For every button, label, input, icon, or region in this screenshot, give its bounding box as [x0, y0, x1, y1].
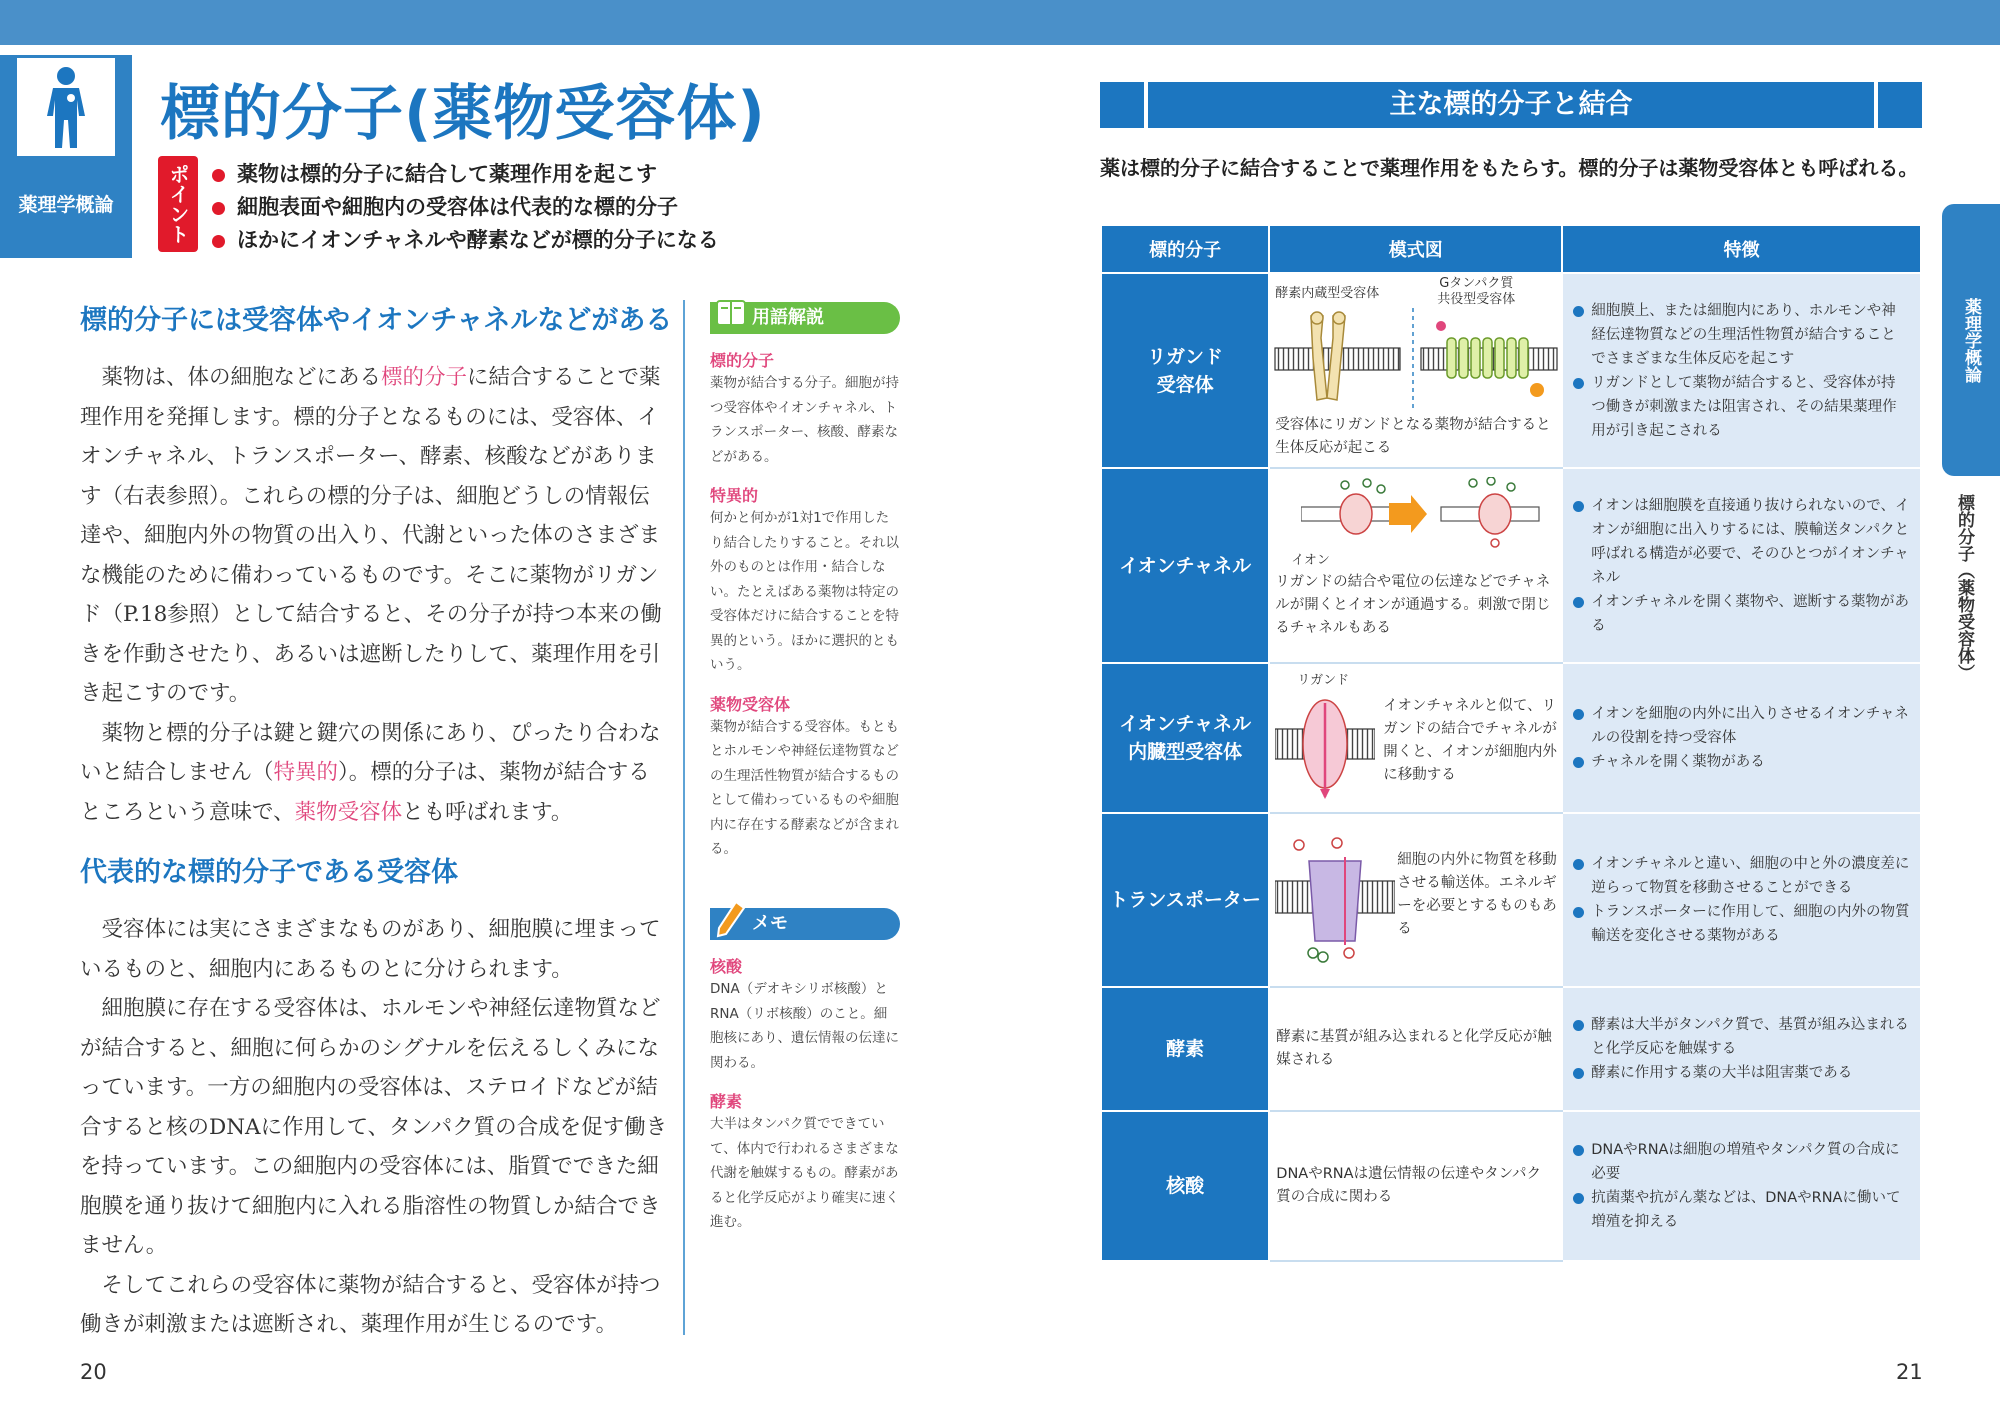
feature-item: 抗菌薬や抗がん薬などは、DNAやRNAに働いて増殖を抑える	[1573, 1186, 1910, 1234]
feature-item: イオンは細胞膜を直接通り抜けられないので、イオンが細胞に出入りするには、膜輸送タンパクと呼ばれる構造が必要で、そのひとつがイオンチャネル	[1573, 494, 1910, 590]
memo-box	[710, 908, 900, 1235]
table-row	[1101, 663, 1921, 813]
feature-cell	[1562, 663, 1921, 813]
table-row	[1101, 1111, 1921, 1261]
row-name: イオンチャネル 内臓型受容体	[1101, 663, 1269, 813]
feature-item: 酵素は大半がタンパク質で、基質が組み込まれると化学反応を触媒する	[1573, 1013, 1910, 1061]
diagram-caption: 酵素に基質が組み込まれると化学反応が触媒される	[1276, 1029, 1552, 1068]
chapter-tab[interactable]: 薬理学概論	[1942, 204, 2000, 476]
article-body-2	[80, 910, 668, 1345]
diagram-label: リガンド	[1297, 673, 1350, 688]
feature-item: イオンを細胞の内外に出入りさせるイオンチャネルの役割を持つ受容体	[1573, 702, 1910, 750]
feature-item: イオンチャネルを開く薬物や、遮断する薬物がある	[1573, 590, 1910, 638]
feature-item: チャネルを開く薬物がある	[1573, 750, 1910, 774]
glossary-header: 用語解説	[710, 302, 900, 334]
page-title: 標的分子(薬物受容体)	[160, 79, 766, 149]
pencil-icon	[716, 900, 746, 938]
section-heading-2: 代表的な標的分子である受容体	[80, 857, 458, 888]
key-point-2: 細胞表面や細胞内の受容体は代表的な標的分子	[212, 191, 719, 224]
title-bar-gap	[1874, 82, 1878, 128]
table-title: 主な標的分子と結合	[1100, 82, 1922, 128]
memo-item-1: 核酸 DNA（デオキシリボ核酸）とRNA（リボ核酸）のこと。細胞核にあり、遺伝情報の伝達に関わる。	[710, 957, 899, 1071]
ion-channel-diagram-icon	[1301, 477, 1541, 553]
transporter-diagram-icon	[1275, 837, 1395, 967]
diagram-label: Gタンパク質 共役型受容体	[1437, 275, 1516, 307]
diagram-cell	[1269, 663, 1562, 813]
key-point-3: ほかにイオンチャネルや酵素などが標的分子になる	[212, 224, 719, 257]
paragraph-4: 細胞膜に存在する受容体は、ホルモンや神経伝達物質などが結合すると、細胞に何らかのシグナルを伝えるしくみになっています。一方の細胞内の受容体は、ステロイドなどが結合すると核のDNAに作用して、タンパク質の合成を促す働きを持っています。この細胞内の受容体には、脂質でできた細胞膜を通り抜けて細胞内に入れる脂溶性の物質しか結合できません。	[80, 996, 668, 1258]
memo-header: メモ	[710, 908, 900, 940]
diagram-caption: イオンチャネルと似て、リガンドの結合でチャネルが開くと、イオンが細胞内外に移動する	[1383, 698, 1557, 783]
paragraph-5: そしてこれらの受容体に薬物が結合すると、受容体が持つ働きが刺激または遮断され、薬理作用が生じるのです。	[80, 1272, 661, 1337]
side-label: 薬理学概論	[18, 194, 114, 216]
column-header: 特徴	[1562, 225, 1921, 273]
feature-cell	[1562, 273, 1921, 468]
point-tag: ポイント	[158, 156, 198, 252]
row-name: トランスポーター	[1101, 813, 1269, 987]
diagram-label: 酵素内蔵型受容体	[1275, 285, 1380, 301]
diagram-caption: DNAやRNAは遺伝情報の伝達やタンパク質の合成に関わる	[1276, 1166, 1542, 1205]
article-body-1	[80, 358, 668, 832]
section-heading-1: 標的分子には受容体やイオンチャネルなどがある	[80, 305, 673, 336]
diagram-cell	[1269, 1111, 1562, 1261]
glossary-box	[710, 302, 900, 862]
column-header: 模式図	[1269, 225, 1562, 273]
feature-item: DNAやRNAは細胞の増殖やタンパク質の合成に必要	[1573, 1138, 1910, 1186]
page-number-right: 21	[1896, 1360, 1923, 1384]
row-name: 酵素	[1101, 987, 1269, 1111]
diagram-cell	[1269, 273, 1562, 468]
feature-item: トランスポーターに作用して、細胞の内外の物質輸送を変化させる薬物がある	[1573, 900, 1910, 948]
glossary-item-3: 薬物受容体 薬物が結合する受容体。もともとホルモンや神経伝達物質などの生理活性物質が結合するものとして備わっているものや細胞内に存在する酵素などが含まれる。	[710, 694, 899, 857]
diagram-label: イオン	[1291, 552, 1330, 568]
table-intro: 薬は標的分子に結合することで薬理作用をもたらす。標的分子は薬物受容体とも呼ばれる。	[1100, 156, 1919, 180]
diagram-cell	[1269, 468, 1562, 663]
bullet-icon	[212, 235, 225, 248]
glossary-item-1: 標的分子 薬物が結合する分子。細胞が持つ受容体やイオンチャネル、トランスポーター、核酸、酵素などがある。	[710, 351, 899, 465]
table-row	[1101, 468, 1921, 663]
human-figure-box	[14, 55, 118, 159]
memo-item-2: 酵素 大半はタンパク質でできていて、体内で行われるさまざまな代謝を触媒するもの。酵素があると化学反応がより確実に速く進む。	[710, 1092, 899, 1230]
key-point-1: 薬物は標的分子に結合して薬理作用を起こす	[212, 158, 719, 191]
top-color-bar	[0, 0, 2000, 45]
ion-channel-receptor-diagram-icon	[1275, 689, 1375, 801]
bullet-icon	[212, 169, 225, 182]
book-icon	[714, 296, 748, 330]
table-row	[1101, 813, 1921, 987]
feature-item: 細胞膜上、または細胞内にあり、ホルモンや神経伝達物質などの生理活性物質が結合することでさまざまな生体反応を起こす	[1573, 299, 1910, 371]
diagram-caption: 細胞の内外に物質を移動させる輸送体。エネルギーを必要とするものもある	[1397, 852, 1557, 937]
feature-item: 酵素に作用する薬の大半は阻害薬である	[1573, 1061, 1910, 1085]
row-name: イオンチャネル	[1101, 468, 1269, 663]
diagram-caption: リガンドの結合や電位の伝達などでチャネルが開くとイオンが通過する。刺激で閉じるチャネルもある	[1275, 573, 1551, 636]
feature-item: イオンチャネルと違い、細胞の中と外の濃度差に逆らって物質を移動させることができる	[1573, 852, 1910, 900]
key-points	[212, 158, 719, 257]
diagram-cell	[1269, 813, 1562, 987]
page-number-left: 20	[80, 1360, 107, 1384]
target-molecule-table	[1100, 224, 1922, 1262]
table-header-row	[1101, 225, 1921, 273]
chapter-subtitle: 標的分子（薬物受容体）	[1954, 494, 1974, 681]
diagram-cell	[1269, 987, 1562, 1111]
title-bar-gap	[1144, 82, 1148, 128]
paragraph-2: 薬物と標的分子は鍵と鍵穴の関係にあり、ぴったり合わないと結合しません（特異的）。標的分子は、薬物が結合するところという意味で、薬物受容体とも呼ばれます。	[80, 720, 661, 825]
row-name: リガンド 受容体	[1101, 273, 1269, 468]
bullet-icon	[212, 202, 225, 215]
paragraph-3: 受容体には実にさまざまなものがあり、細胞膜に埋まっているものと、細胞内にあるものとに分けられます。	[80, 917, 661, 982]
feature-cell	[1562, 987, 1921, 1111]
receptor-diagram-icon	[1271, 308, 1561, 408]
column-divider	[683, 300, 685, 1335]
glossary-item-2: 特異的 何かと何かが1対1で作用したり結合したりすること。それ以外のものとは作用・結合しない。たとえばある薬物は特定の受容体だけに結合することを特異的という。ほかに選択的ともいう。	[710, 486, 899, 673]
diagram-caption: 受容体にリガンドとなる薬物が結合すると生体反応が起こる	[1275, 416, 1551, 456]
row-name: 核酸	[1101, 1111, 1269, 1261]
human-figure-icon	[17, 58, 115, 156]
feature-cell	[1562, 1111, 1921, 1261]
paragraph-1: 薬物は、体の細胞などにある標的分子に結合することで薬理作用を発揮します。標的分子となるものには、受容体、イオンチャネル、トランスポーター、酵素、核酸などがあります（右表参照）。これらの標的分子は、細胞どうしの情報伝達や、細胞内外の物質の出入り、代謝といった体のさまざまな機能のために備わっているものです。そこに薬物がリガンド（P.18参照）として結合すると、その分子が持つ本来の働きを作動させたり、あるいは遮断したりして、薬理作用を引き起こすのです。	[80, 365, 662, 706]
table-row	[1101, 273, 1921, 468]
feature-item: リガンドとして薬物が結合すると、受容体が持つ働きが刺激または阻害され、その結果薬理作用が引き起こされる	[1573, 371, 1910, 443]
column-header: 標的分子	[1101, 225, 1269, 273]
table-row	[1101, 987, 1921, 1111]
feature-cell	[1562, 813, 1921, 987]
feature-cell	[1562, 468, 1921, 663]
